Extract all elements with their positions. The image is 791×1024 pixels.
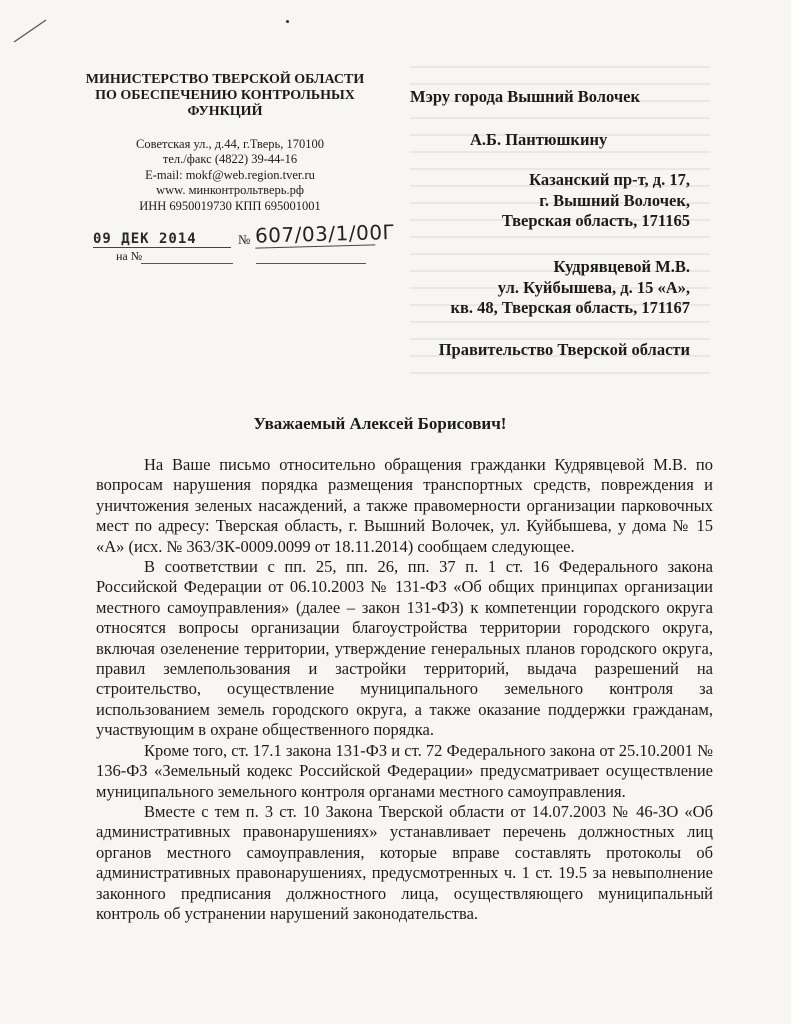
registration-number-label: № xyxy=(238,232,251,247)
reference-blank-line xyxy=(141,263,233,264)
sender-website: www. минконтрольтверь.рф xyxy=(156,183,304,198)
registration-number-handwritten: 607/03/1/00Г xyxy=(254,219,396,248)
address-line: г. Вышний Волочек, xyxy=(539,190,690,210)
sender-header xyxy=(70,72,380,120)
sender-phone: тел./факс (4822) 39-44-16 xyxy=(162,152,298,167)
recipient-mayor-name: А.Б. Пантюшкину xyxy=(470,130,608,149)
recipient-government: Правительство Тверской области xyxy=(438,340,690,359)
bleed-through-text xyxy=(410,66,710,416)
sender-line: ПО ОБЕСПЕЧЕНИЮ КОНТРОЛЬНЫХ xyxy=(95,88,355,103)
sender-email: E-mail: mokf@web.region.tver.ru xyxy=(145,167,315,182)
recipient-citizen xyxy=(400,257,690,319)
sender-line: МИНИСТЕРСТВО ТВЕРСКОЙ ОБЛАСТИ xyxy=(85,72,365,87)
recipient-mayor-title: Мэру города Вышний Волочек xyxy=(410,87,640,106)
body-paragraph: Кроме того, ст. 17.1 закона 131-ФЗ и ст. 72 Федерального закона от 25.10.2001 № 136-ФЗ «Земельный кодекс Российской Федерации» предусматривает осуществление муниципального земельного контроля органами местного самоуправления. xyxy=(96,740,713,801)
letter-body xyxy=(96,455,713,924)
address-line: ул. Куйбышева, д. 15 «А», xyxy=(497,277,690,297)
salutation: Уважаемый Алексей Борисович! xyxy=(253,414,507,433)
body-paragraph: Вместе с тем п. 3 ст. 10 Закона Тверской области от 14.07.2003 № 46-ЗО «Об административных правонарушениях» устанавливает перечень должностных лиц органов местного самоуправления, которые вправе составлять протоколы об административных правонарушениях, предусмотренных ч. 1 ст. 19.5 за невыполнение законного предписания должностного лица, осуществляющего муниципальный контроль об устранении нарушений законодательства. xyxy=(96,801,713,923)
reference-blank-line xyxy=(256,263,366,264)
address-line: Казанский пр-т, д. 17, xyxy=(529,170,690,189)
address-line: кв. 48, Тверская область, 171167 xyxy=(450,298,690,317)
body-paragraph: В соответствии с пп. 25, пп. 26, пп. 37 п. 1 ст. 16 Федерального закона Российской Федерации от 06.10.2003 № 131-ФЗ «Об общих принципах организации местного самоуправления» (далее – закон 131-ФЗ) к компетенции городского округа относятся вопросы организации благоустройства территории городского округа, включая озеленение территории, утверждение генеральных планов городского округа, правил землепользования и застройки территорий, выдача разрешений на строительство, осуществление муниципального земельного контроля за использованием земель городского округа, а также оказание поддержки гражданам, участвующим в охране общественного порядка. xyxy=(96,557,713,740)
sender-inn: ИНН 6950019730 КПП 695001001 xyxy=(139,198,321,213)
recipient-mayor-address xyxy=(420,170,690,232)
sender-address: Советская ул., д.44, г.Тверь, 170100 xyxy=(136,137,324,151)
address-line: Тверская область, 171165 xyxy=(501,211,690,230)
pen-mark xyxy=(12,14,52,44)
body-paragraph: На Ваше письмо относительно обращения гражданки Кудрявцевой М.В. по вопросам нарушения порядка размещения транспортных средств, повреждения и уничтожения зеленых насаждений, а также правомерности организации парковочных мест по адресу: Тверская область, г. Вышний Волочек, ул. Куйбышева, у дома № 15 «А» (исх. № 363/ЗК-0009.0099 от 18.11.2014) сообщаем следующее. xyxy=(96,455,713,556)
registration-date-stamp: 09 ДЕК 2014 xyxy=(93,231,231,248)
sender-line: ФУНКЦИЙ xyxy=(187,104,263,119)
reference-number-label: на № xyxy=(116,249,143,263)
recipient-citizen-name: Кудрявцевой М.В. xyxy=(553,257,690,276)
page-speck xyxy=(286,20,289,23)
sender-contacts xyxy=(96,137,364,214)
